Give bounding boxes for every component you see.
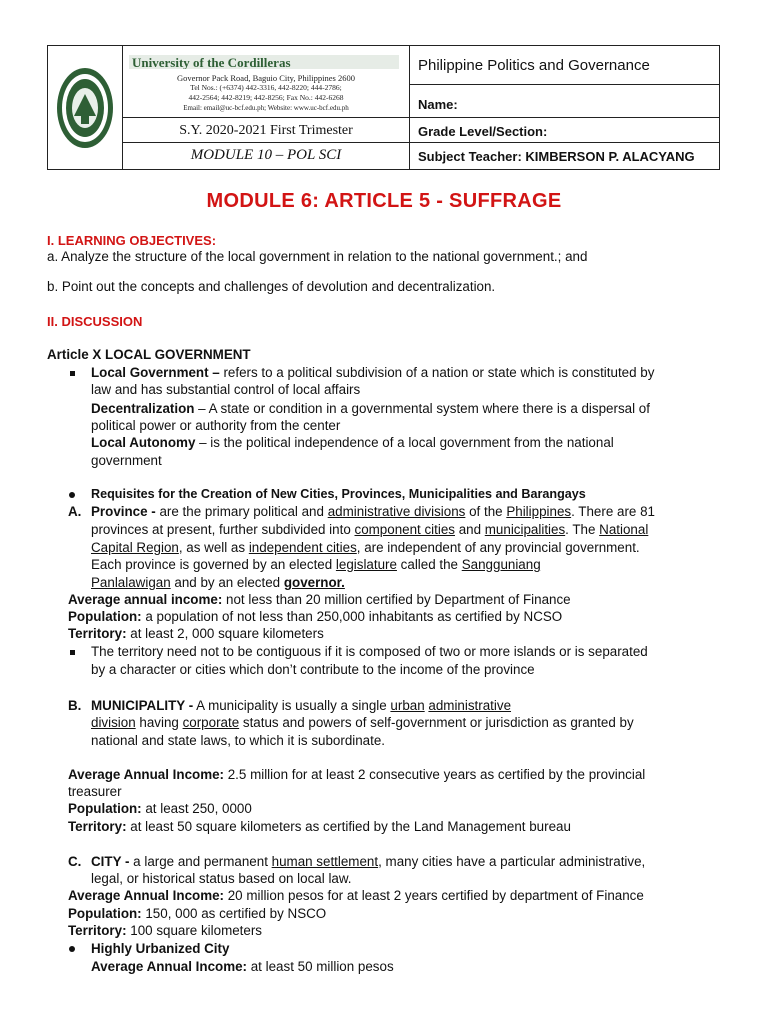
province-line-1: Province - are the primary political and administrative divisions of the Philippines. There are 81 <box>91 504 655 519</box>
article-heading: Article X LOCAL GOVERNMENT <box>47 347 251 362</box>
municipality-line-1: MUNICIPALITY - A municipality is usually a single urban administrative <box>91 698 512 713</box>
objective-a: a. Analyze the structure of the local government in relation to the national government.; and <box>47 249 588 264</box>
university-address: Governor Pack Road, Baguio City, Philippines 2600 <box>177 73 355 83</box>
province-line-3: Capital Region, as well as independent cities, are independent of any provincial government. <box>91 540 640 555</box>
discussion-heading: II. DISCUSSION <box>47 314 143 329</box>
municipality-income-line-2: treasurer <box>68 784 122 799</box>
divider <box>123 142 409 143</box>
municipality-line-3: national and state laws, to which it is subordinate. <box>91 733 386 748</box>
square-bullet-icon <box>70 371 75 376</box>
decentralization-line-2: political power or authority from the center <box>91 418 341 433</box>
university-phone-1: Tel Nos.: (+6374) 442-3316, 442-8220; 444-2786; <box>190 83 342 92</box>
requisites-heading: Requisites for the Creation of New Cities, Provinces, Municipalities and Barangays <box>91 487 586 501</box>
bullet-icon <box>69 946 75 952</box>
school-year: S.Y. 2020-2021 First Trimester <box>179 123 353 138</box>
municipality-population: Population: at least 250, 0000 <box>68 801 252 816</box>
logo-cell <box>48 46 123 169</box>
module-number: MODULE 10 – POL SCI <box>190 147 342 163</box>
objectives-heading: I. LEARNING OBJECTIVES: <box>47 233 217 248</box>
province-line-2: provinces at present, further subdivided into component cities and municipalities. The National <box>91 522 649 537</box>
university-name: University of the Cordilleras <box>132 55 291 69</box>
page-title: MODULE 6: ARTICLE 5 - SUFFRAGE <box>206 190 562 212</box>
divider <box>123 117 409 118</box>
local-autonomy-line-2: government <box>91 453 162 468</box>
course-title: Philippine Politics and Governance <box>418 57 650 74</box>
university-email-website: Email: email@uc-bcf.edu.ph; Website: www.uc-bcf.edu.ph <box>183 104 349 112</box>
square-bullet-icon <box>70 650 75 655</box>
province-territory: Territory: at least 2, 000 square kilometers <box>68 626 324 641</box>
city-population: Population: 150, 000 as certified by NSCO <box>68 906 327 921</box>
divider <box>410 84 719 85</box>
province-marker: A. <box>68 504 82 519</box>
municipality-marker: B. <box>68 698 82 713</box>
bullet-icon <box>69 492 75 498</box>
name-label: Name: <box>418 97 458 112</box>
objective-b: b. Point out the concepts and challenges of devolution and decentralization. <box>47 279 496 294</box>
divider <box>410 142 719 143</box>
decentralization-line-1: Decentralization – A state or condition in a governmental system where there is a dispersal of <box>91 401 650 416</box>
highly-urbanized-city-heading: Highly Urbanized City <box>91 941 230 956</box>
highly-urbanized-city-income: Average Annual Income: at least 50 million pesos <box>91 959 394 974</box>
city-territory: Territory: 100 square kilometers <box>68 923 262 938</box>
university-info-cell <box>123 46 410 169</box>
province-income: Average annual income: not less than 20 million certified by Department of Finance <box>68 592 571 607</box>
grade-section-label: Grade Level/Section: <box>418 124 548 139</box>
province-note-line-1: The territory need not to be contiguous if it is composed of two or more islands or is separated <box>91 644 648 659</box>
divider <box>410 117 719 118</box>
city-marker: C. <box>68 854 82 869</box>
city-line-2: legal, or historical status based on local law. <box>91 871 352 886</box>
province-note-line-2: by a character or cities which don’t contribute to the income of the province <box>91 662 535 677</box>
municipality-line-2: division having corporate status and powers of self-government or jurisdiction as granted by <box>91 715 634 730</box>
city-income: Average Annual Income: 20 million pesos for at least 2 years certified by department of Finance <box>68 888 644 903</box>
city-line-1: CITY - a large and permanent human settlement, many cities have a particular administrative, <box>91 854 646 869</box>
province-line-4: Each province is governed by an elected legislature called the Sangguniang <box>91 557 541 572</box>
module-header-table <box>47 45 720 170</box>
student-info-cell <box>410 46 719 169</box>
local-government-line-2: law and has substantial control of local affairs <box>91 382 361 397</box>
province-line-5: Panlalawigan and by an elected governor. <box>91 575 345 590</box>
university-wordmark <box>129 55 399 69</box>
local-government-line-1: Local Government – refers to a political subdivision of a nation or state which is constituted by <box>91 365 655 380</box>
university-phone-2: 442-2564; 442-8219; 442-8256; Fax No.: 442-6268 <box>188 93 344 102</box>
local-autonomy-line-1: Local Autonomy – is the political independence of a local government from the national <box>91 435 614 450</box>
province-population: Population: a population of not less than 250,000 inhabitants as certified by NCSO <box>68 609 563 624</box>
subject-teacher: Subject Teacher: KIMBERSON P. ALACYANG <box>418 149 695 164</box>
municipality-income-line-1: Average Annual Income: 2.5 million for at least 2 consecutive years as certified by the provincial <box>68 767 646 782</box>
university-seal-icon <box>48 46 123 168</box>
municipality-territory: Territory: at least 50 square kilometers as certified by the Land Management bureau <box>68 819 571 834</box>
